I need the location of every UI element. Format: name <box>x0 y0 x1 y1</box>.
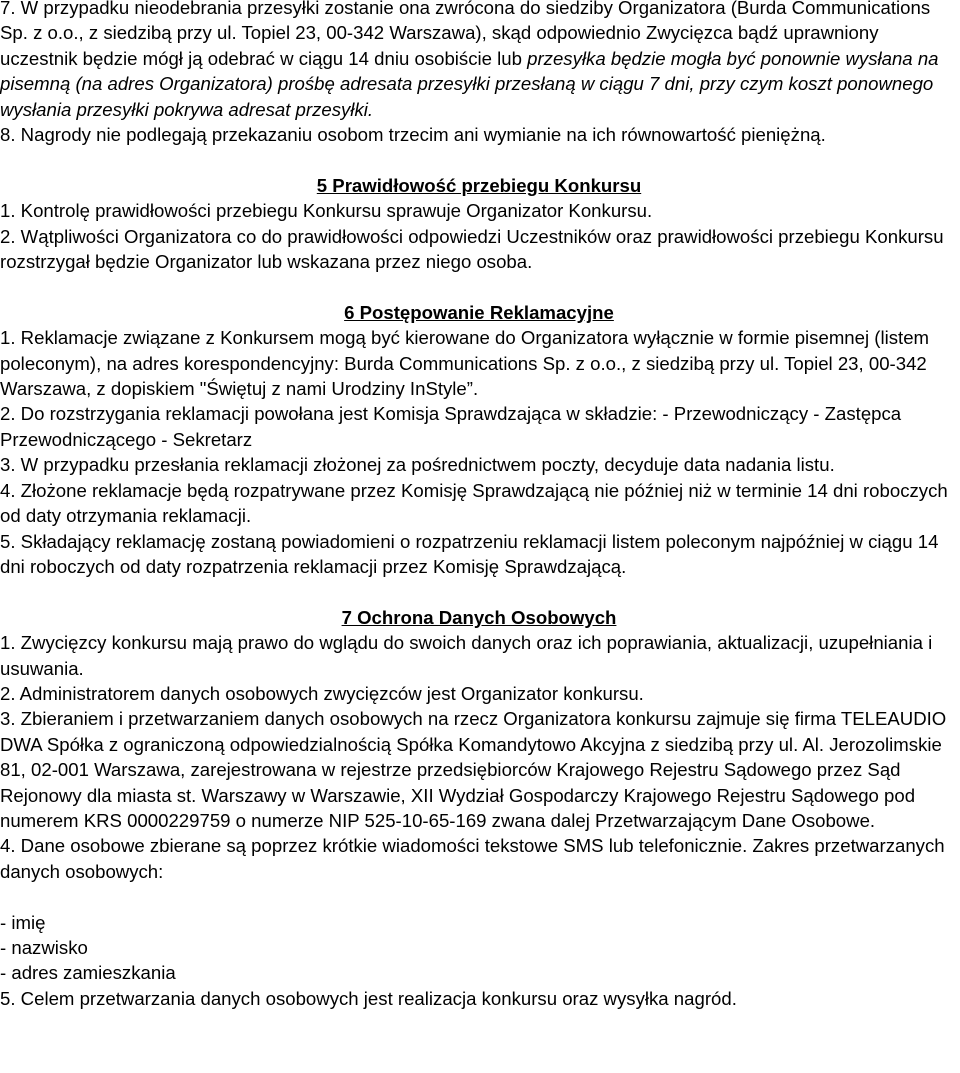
section-6-heading: 6 Postępowanie Reklamacyjne <box>344 301 614 323</box>
section-6-item-4: 4. Złożone reklamacje będą rozpatrywane przez Komisję Sprawdzającą nie później niż w terminie 14 dni roboczych od daty otrzymania reklamacji. <box>0 479 948 527</box>
paragraph-7 <box>0 0 958 122</box>
paragraph-7-text: 7. W przypadku nieodebrania przesyłki zostanie ona zwrócona do siedziby Organizatora (Burda Communications Sp. z o.o., z siedzibą przy ul. Topiel 23, 00-342 Warszawa), skąd odpowiednio Zwycięzca bądź uprawniony uczestnik będzie mógł ją odebrać w ciągu 14 dniu osobiście lub <box>0 0 931 69</box>
section-7-item-3: 3. Zbieraniem i przetwarzaniem danych osobowych na rzecz Organizatora konkursu zajmuje się firma TELEAUDIO DWA Spółka z ograniczoną odpowiedzialnością Spółka Komandytowo Akcyjna z siedzibą przy ul. Al. Jerozolimskie 81, 02-001 Warszawa, zarejestrowana w rejestrze przedsiębiorców Krajowego Rejestru Sądowego przez Sąd Rejonowy dla miasta st. Warszawy w Warszawie, XII Wydział Gospodarczy Krajowego Rejestru Sądowego pod numerem KRS 0000229759 o numerze NIP 525-10-65-169 zwana dalej Przetwarzającym Dane Osobowe. <box>0 708 947 831</box>
spacer <box>0 274 958 299</box>
section-7-heading: 7 Ochrona Danych Osobowych <box>341 606 617 628</box>
section-5-heading: 5 Prawidłowość przebiegu Konkursu <box>316 174 642 196</box>
spacer <box>0 884 958 909</box>
section-7-item-5: 5. Celem przetwarzania danych osobowych jest realizacja konkursu oraz wysyłka nagród. <box>0 987 737 1009</box>
section-6-item-2: 2. Do rozstrzygania reklamacji powołana jest Komisja Sprawdzająca w składzie: - Przewodniczący - Zastępca Przewodniczącego - Sekretarz <box>0 403 902 450</box>
spacer <box>0 147 958 172</box>
data-list-item-name: - imię <box>0 911 46 933</box>
spacer <box>0 579 958 604</box>
data-list-item-surname: - nazwisko <box>0 936 88 958</box>
section-6-item-1: 1. Reklamacje związane z Konkursem mogą być kierowane do Organizatora wyłącznie w formie pisemnej (listem poleconym), na adres korespondencyjny: Burda Communications Sp. z o.o., z siedzibą przy ul. Topiel 23, 00-342 Warszawa, z dopiskiem "Świętuj z nami Urodziny InStyle”. <box>0 327 930 400</box>
paragraph-7-italic-text: przesyłka będzie mogła być ponownie wysłana na pisemną (na adres Organizatora) prośbę adresata przesyłki przesłaną w ciągu 7 dni, przy czym koszt ponownego wysłania przesyłki pokrywa adresat przesyłki. <box>0 47 939 120</box>
section-5-item-1: 1. Kontrolę prawidłowości przebiegu Konkursu sprawuje Organizator Konkursu. <box>0 200 653 222</box>
paragraph-8: 8. Nagrody nie podlegają przekazaniu osobom trzecim ani wymianie na ich równowartość pieniężną. <box>0 124 826 146</box>
section-5-item-2: 2. Wątpliwości Organizatora co do prawidłowości odpowiedzi Uczestników oraz prawidłowości przebiegu Konkursu rozstrzygał będzie Organizator lub wskazana przez niego osoba. <box>0 225 944 273</box>
section-6-item-5: 5. Składający reklamację zostaną powiadomieni o rozpatrzeniu reklamacji listem poleconym najpóźniej w ciągu 14 dni roboczych od daty rozpatrzenia reklamacji przez Komisję Sprawdzającą. <box>0 530 939 577</box>
section-7-item-2: 2. Administratorem danych osobowych zwycięzców jest Organizator konkursu. <box>0 682 644 704</box>
section-7-item-4: 4. Dane osobowe zbierane są poprzez krótkie wiadomości tekstowe SMS lub telefonicznie. Zakres przetwarzanych danych osobowych: <box>0 835 945 882</box>
data-list-item-address: - adres zamieszkania <box>0 962 176 984</box>
section-6-item-3: 3. W przypadku przesłania reklamacji złożonej za pośrednictwem poczty, decyduje data nadania listu. <box>0 454 835 476</box>
section-7-item-1: 1. Zwycięzcy konkursu mają prawo do wglądu do swoich danych oraz ich poprawiania, aktualizacji, uzupełniania i usuwania. <box>0 632 933 679</box>
